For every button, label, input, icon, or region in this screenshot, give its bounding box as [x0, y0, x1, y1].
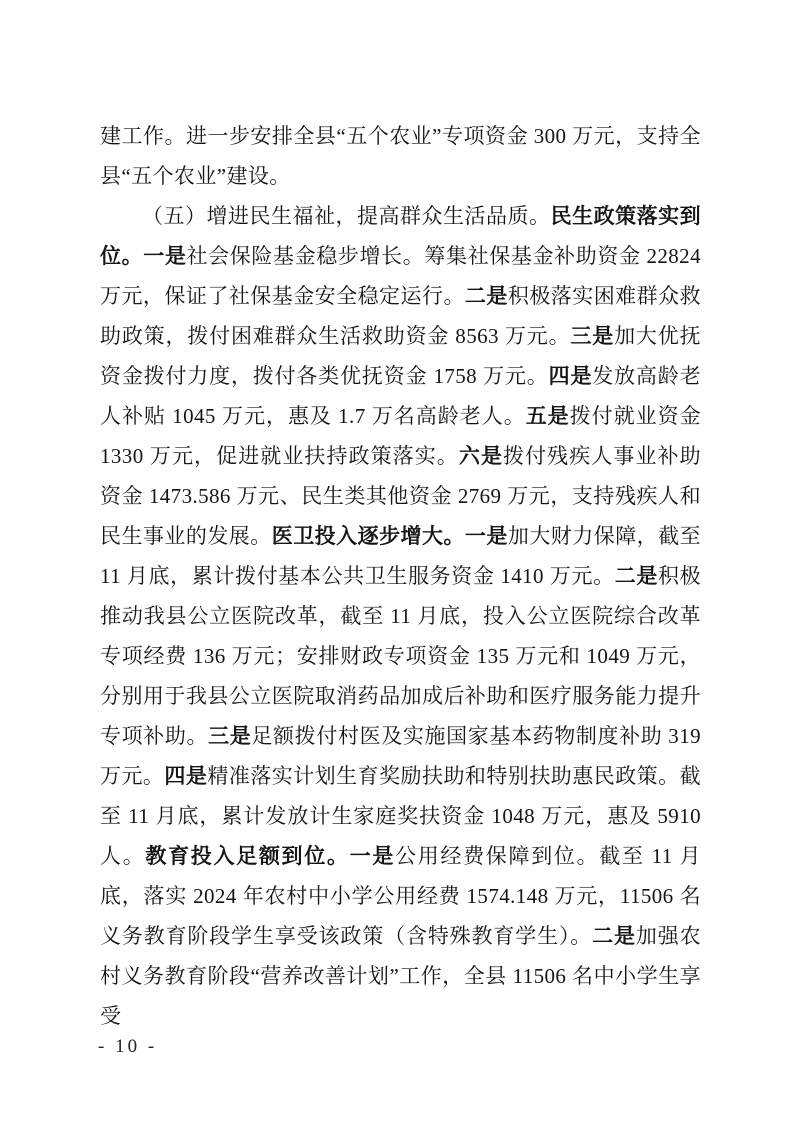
text-segment: 四是	[548, 364, 593, 388]
text-segment: 发放高龄老人补贴 1045 万元，惠及 1.7 万名高龄老人。	[100, 364, 701, 428]
text-segment: 六是	[458, 444, 504, 468]
text-segment: 五是	[525, 404, 570, 428]
paragraph	[100, 116, 701, 196]
text-segment: 积极推动我县公立医院改革，截至 11 月底，投入公立医院综合改革专项经费 136 万元；安排财政专项资金 135 万元和 1049 万元，分别用于我县公立医院取消药品加成后补助和医疗服务能力提升专项补助。	[100, 564, 701, 748]
document-body	[100, 116, 701, 1036]
text-segment: 二是	[614, 564, 658, 588]
text-segment: 加强农村义务教育阶段“营养改善计划”工作，全县 11506 名中小学生享受	[100, 924, 702, 1028]
text-segment: 公用经费保障到位。截至 11 月底，落实 2024 年农村中小学公用经费 1574.148 万元，11506 名义务教育阶段学生享受该政策（含特殊教育学生）。	[100, 844, 701, 948]
text-segment: 社会保险基金稳步增长。筹集社保基金补助资金 22824 万元，保证了社保基金安全稳定运行。	[100, 244, 701, 308]
text-segment: 二是	[464, 284, 508, 308]
text-segment: 三是	[570, 324, 615, 348]
text-segment: 二是	[592, 924, 636, 948]
text-segment: 民生政策落实到位。一是	[100, 204, 701, 268]
paragraph	[100, 196, 701, 1036]
text-segment: 拨付就业资金 1330 万元，促进就业扶持政策落实。	[100, 404, 701, 468]
text-segment: 积极落实困难群众救助政策，拨付困难群众生活救助资金 8563 万元。	[100, 284, 701, 348]
text-segment: 加大优抚资金拨付力度，拨付各类优抚资金 1758 万元。	[100, 324, 701, 388]
page-number: - 10 -	[98, 1036, 158, 1057]
text-segment: 拨付残疾人事业补助资金 1473.586 万元、民生类其他资金 2769 万元，支持残疾人和民生事业的发展。	[100, 444, 701, 548]
text-segment: 足额拨付村医及实施国家基本药物制度补助 319 万元。	[100, 724, 701, 788]
text-segment: 教育投入足额到位。一是	[145, 844, 396, 868]
text-segment: 精准落实计划生育奖励扶助和特别扶助惠民政策。截至 11 月底，累计发放计生家庭奖扶资金 1048 万元，惠及 5910 人。	[100, 764, 701, 868]
text-segment: 三是	[208, 724, 252, 748]
text-segment: 建工作。进一步安排全县“五个农业”专项资金 300 万元，支持全县“五个农业”建设。	[100, 124, 701, 188]
text-segment: 医卫投入逐步增大。一是	[271, 524, 508, 548]
text-segment: 四是	[164, 764, 208, 788]
text-segment: 加大财力保障，截至 11 月底，累计拨付基本公共卫生服务资金 1410 万元。	[100, 524, 701, 588]
text-segment: （五）增进民生福祉，提高群众生活品质。	[142, 204, 551, 228]
